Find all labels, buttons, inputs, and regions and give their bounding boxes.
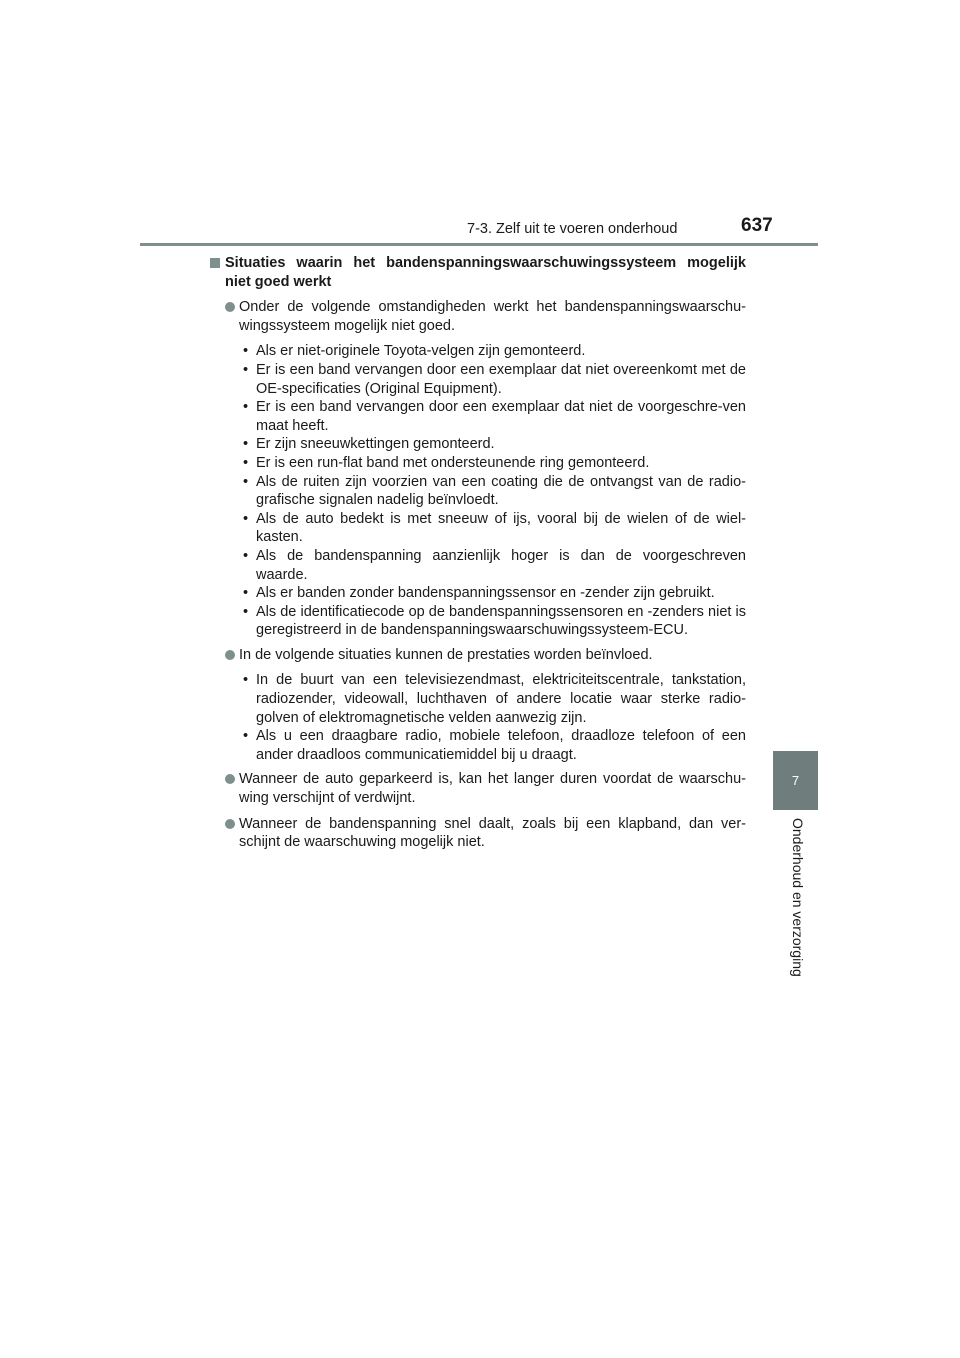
circle-bullet-icon [225, 650, 235, 660]
bullet-icon: • [243, 361, 249, 378]
bullet-icon: • [243, 454, 249, 471]
list-item-text: In de buurt van een televisiezendmast, elektriciteitscentrale, tankstation, radiozender, videowall, luchthaven of andere locatie waar sterke radio-golven of elektromagnetische velden aanwezig zijn. [256, 672, 746, 726]
bullet-icon: • [243, 436, 249, 453]
list-item [239, 727, 746, 764]
list-item [239, 435, 746, 454]
list-item-text: Als u een draagbare radio, mobiele telefoon, draadloze telefoon of een ander draadloos communicatiemiddel bij u draagt. [256, 728, 746, 763]
chapter-tab-number: 7 [791, 773, 800, 788]
point-text: In de volgende situaties kunnen de prestaties worden beïnvloed. [239, 646, 653, 663]
list-item [239, 473, 746, 510]
list-item-text: Er is een band vervangen door een exemplaar dat niet overeenkomt met de OE-specificaties (Original Equipment). [256, 361, 746, 397]
page-number: 637 [741, 215, 773, 236]
page-header-section: 7-3. Zelf uit te voeren onderhoud [467, 221, 678, 237]
chapter-label: Onderhoud en verzorging [790, 818, 806, 977]
list-item-text: Er zijn sneeuwkettingen gemonteerd. [256, 436, 495, 453]
main-content [210, 254, 746, 859]
sub-list [210, 342, 746, 640]
list-item-text: Er is een band vervangen door een exemplaar dat niet de voorgeschre-ven maat heeft. [256, 399, 746, 434]
list-item-text: Er is een run-flat band met ondersteunende ring gemonteerd. [256, 454, 650, 471]
circle-bullet-icon [225, 774, 235, 784]
point-item [210, 770, 746, 807]
list-item-text: Als de bandenspanning aanzienlijk hoger is dan de voorgeschreven waarde. [256, 547, 746, 583]
list-item [239, 361, 746, 398]
bullet-icon: • [243, 510, 249, 527]
point-text: Onder de volgende omstandigheden werkt het bandenspanningswaarschu-wingssysteem mogelijk niet goed. [239, 299, 746, 334]
circle-bullet-icon [225, 819, 235, 829]
bullet-icon: • [243, 728, 249, 745]
bullet-icon: • [243, 672, 249, 689]
list-item [239, 342, 746, 361]
list-item [239, 547, 746, 584]
list-item-text: Als de identificatiecode op de bandenspanningssensoren en -zenders niet is geregistreerd in de bandenspanningswaarschuwingssysteem-ECU. [256, 603, 746, 639]
point-item [210, 646, 746, 665]
section-heading-text: Situaties waarin het bandenspanningswaarschuwingssysteem mogelijk niet goed werkt [225, 255, 746, 290]
list-item-text: Als er niet-originele Toyota-velgen zijn gemonteerd. [256, 343, 586, 360]
point-text: Wanneer de auto geparkeerd is, kan het langer duren voordat de waarschu-wing verschijnt of verdwijnt. [239, 771, 746, 807]
chapter-tab [773, 751, 818, 810]
bullet-icon: • [243, 585, 249, 602]
bullet-icon: • [243, 473, 249, 490]
square-bullet-icon [210, 258, 220, 268]
bullet-icon: • [243, 343, 249, 360]
header-rule [140, 243, 818, 246]
point-item [210, 298, 746, 335]
list-item [239, 454, 746, 473]
list-item [239, 671, 746, 727]
list-item-text: Als er banden zonder bandenspanningssensor en -zender zijn gebruikt. [256, 585, 715, 602]
list-item [239, 510, 746, 547]
list-item [239, 603, 746, 640]
list-item [239, 398, 746, 435]
point-text: Wanneer de bandenspanning snel daalt, zoals bij een klapband, dan ver-schijnt de waarschuwing mogelijk niet. [239, 815, 746, 851]
point-item [210, 815, 746, 852]
bullet-icon: • [243, 547, 249, 564]
bullet-icon: • [243, 399, 249, 416]
list-item-text: Als de ruiten zijn voorzien van een coating die de ontvangst van de radio-grafische signalen nadelig beïnvloedt. [256, 473, 746, 509]
list-item-text: Als de auto bedekt is met sneeuw of ijs, vooral bij de wielen of de wiel-kasten. [256, 510, 746, 546]
bullet-icon: • [243, 603, 249, 620]
section-heading [210, 254, 746, 291]
list-item [239, 584, 746, 603]
circle-bullet-icon [225, 302, 235, 312]
sub-list [210, 671, 746, 764]
